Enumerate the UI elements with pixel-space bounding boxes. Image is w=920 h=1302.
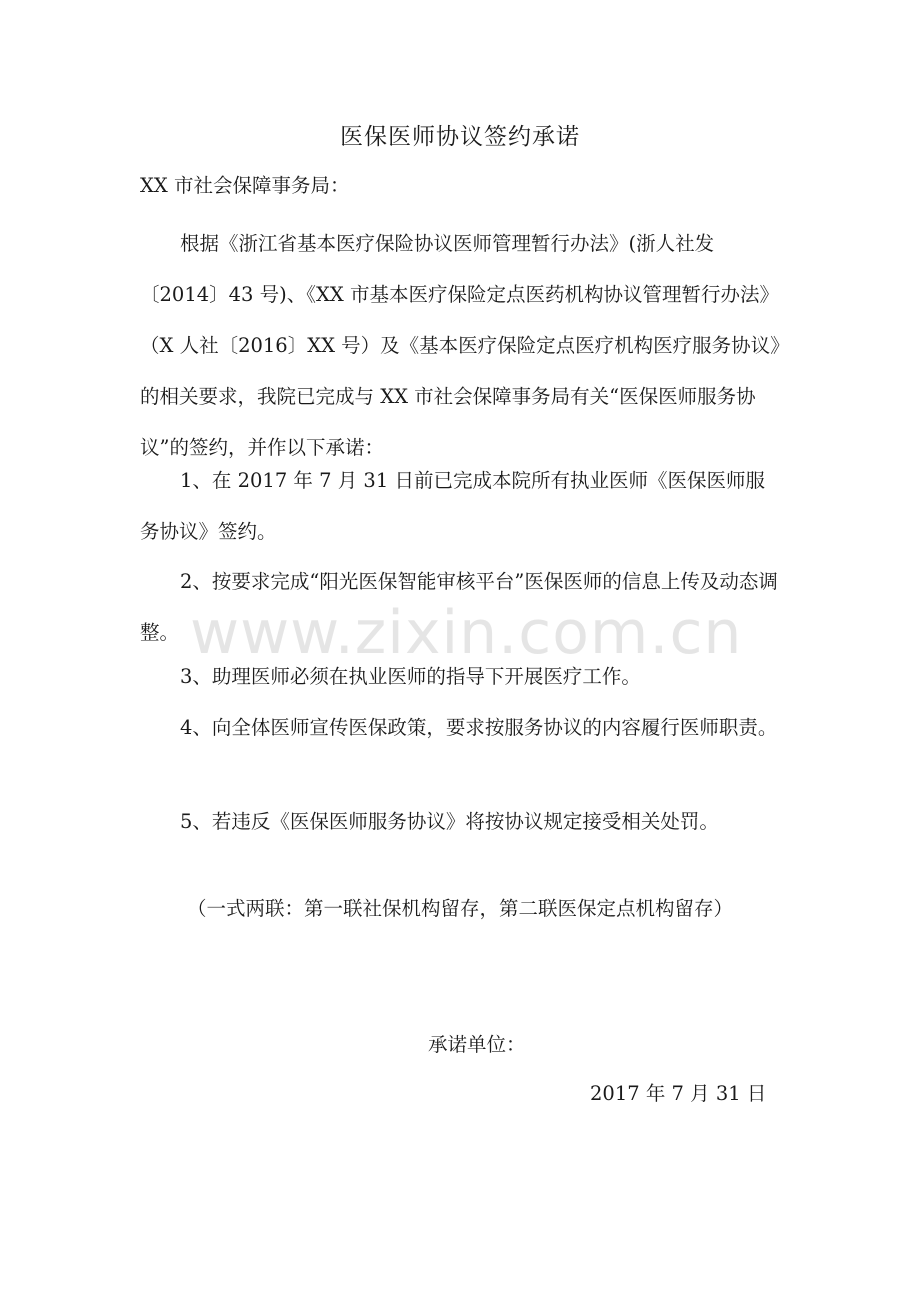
copies-note: （一式两联：第一联社保机构留存，第二联医保定点机构留存） <box>186 897 733 920</box>
watermark: www.zixin.com.cn <box>190 598 743 668</box>
commitment-item-2: 2、按要求完成“阳光医保智能审核平台”医保医师的信息上传及动态调整。 <box>140 570 778 644</box>
signature-date: 2017 年 7 月 31 日 <box>590 1082 767 1105</box>
commitment-item-1: 1、在 2017 年 7 月 31 日前已完成本院所有执业医师《医保医师服务协议》签约。 <box>140 469 765 543</box>
intro-paragraph: 根据《浙江省基本医疗保险协议医师管理暂行办法》(浙人社发〔2014〕43 号)、《XX 市基本医疗保险定点医药机构协议管理暂行办法》（X 人社〔2016〕XX 号）及《基本医疗保险定点医疗机构医疗服务协议》的相关要求，我院已完成与 XX 市社会保障事务局有关“医保医师服务协议”的签约，并作以下承诺： <box>140 232 780 459</box>
addressee: XX 市社会保障事务局： <box>140 174 350 197</box>
commitment-item-4: 4、向全体医师宣传医保政策，要求按服务协议的内容履行医师职责。 <box>180 716 778 739</box>
commitment-item-3: 3、助理医师必须在执业医师的指导下开展医疗工作。 <box>180 665 641 688</box>
commitment-item-5: 5、若违反《医保医师服务协议》将按协议规定接受相关处罚。 <box>180 810 719 833</box>
page-title: 医保医师协议签约承诺 <box>340 124 580 150</box>
signature-label: 承诺单位： <box>428 1033 526 1056</box>
